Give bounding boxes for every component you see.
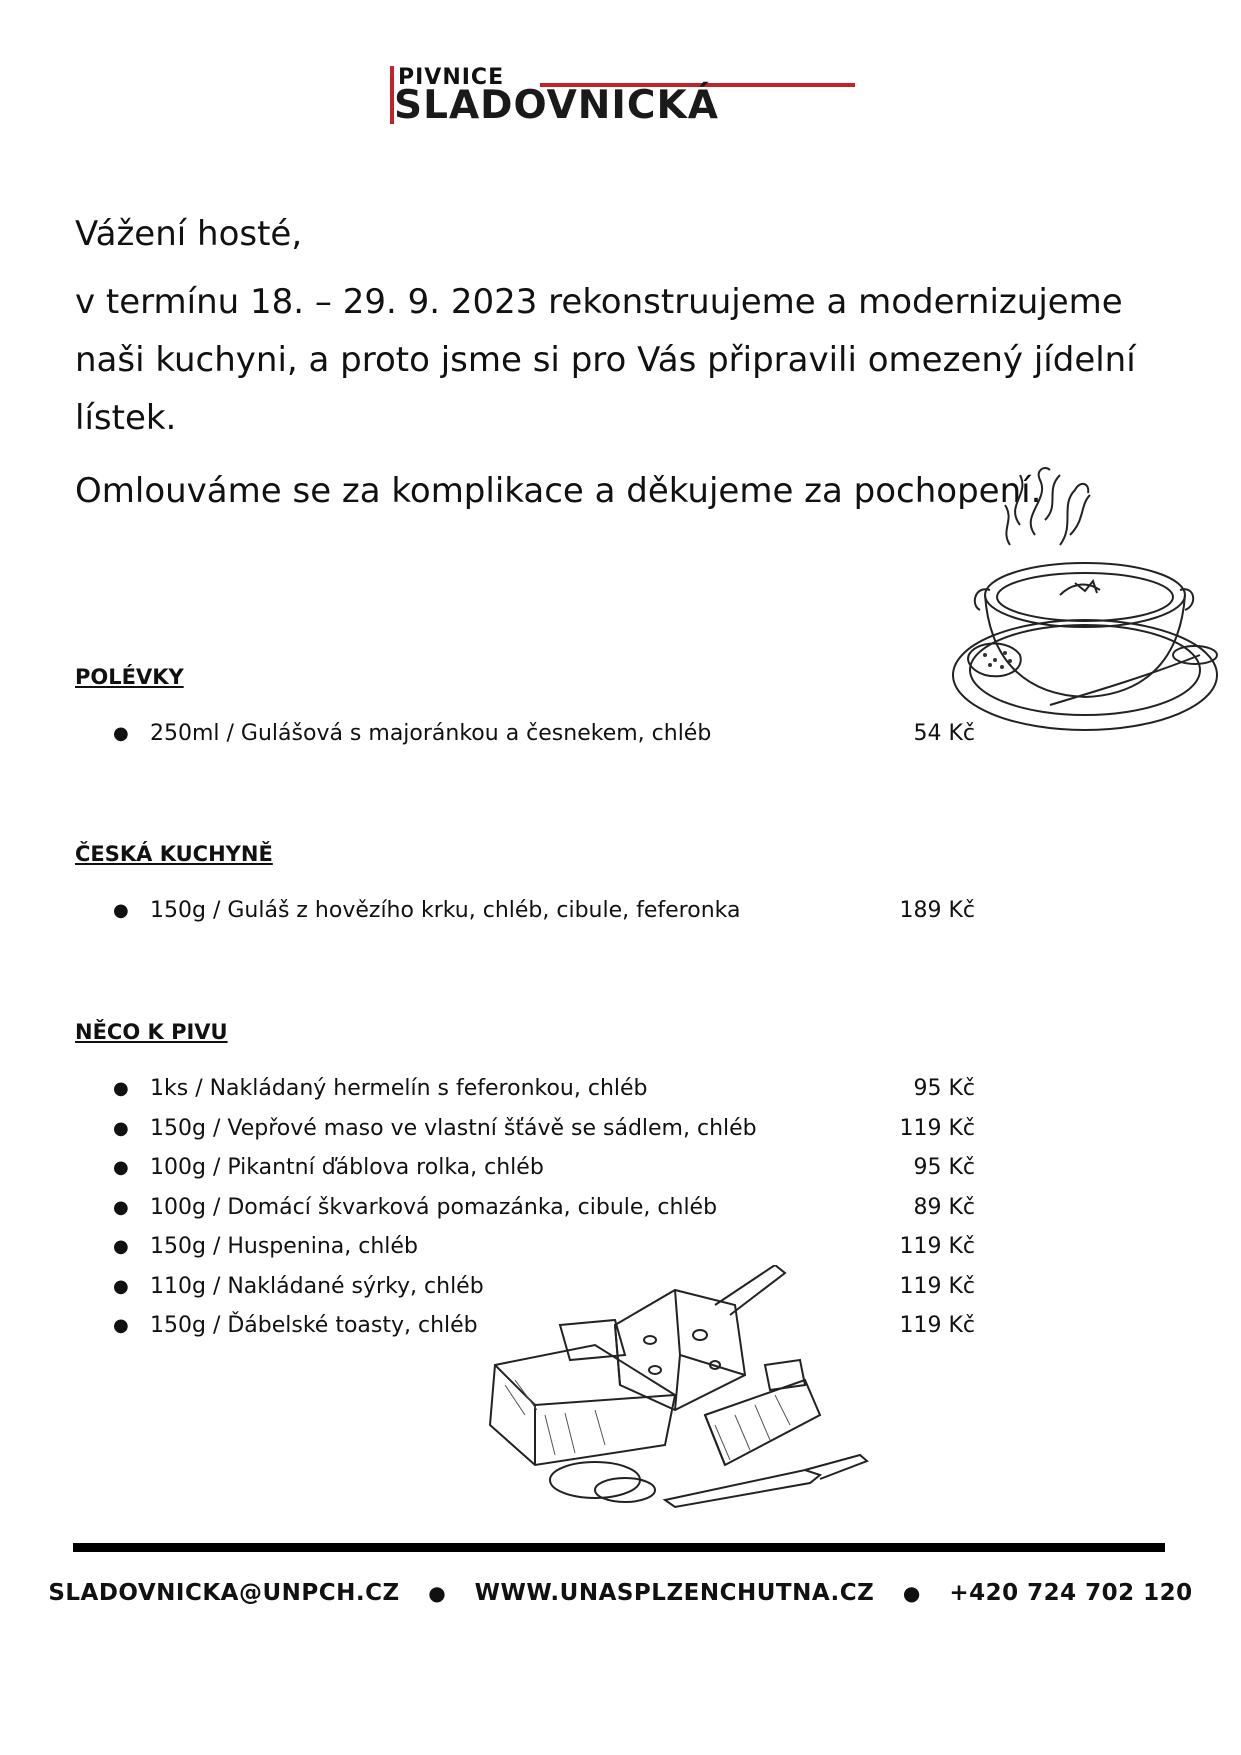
bullet-icon: ● <box>113 1117 129 1139</box>
item-name: 150g / Huspenina, chléb <box>150 1234 418 1259</box>
bullet-icon: ● <box>113 1275 129 1297</box>
item-name: 150g / Vepřové maso ve vlastní šťávě se sádlem, chléb <box>150 1115 757 1141</box>
menu-item <box>75 1109 975 1149</box>
footer-contacts <box>0 1580 1241 1606</box>
bullet-icon: ● <box>113 1315 129 1336</box>
item-name: 100g / Pikantní ďáblova rolka, chléb <box>150 1155 544 1180</box>
intro-paragraph-2: Omlouváme se za komplikace a děkujeme za pochopení. <box>75 471 1042 511</box>
separator-dot: ● <box>428 1581 447 1605</box>
greeting: Vážení hosté, <box>75 214 303 254</box>
item-price: 89 Kč <box>913 1194 975 1220</box>
item-name: 1ks / Nakládaný hermelín s feferonkou, chléb <box>150 1076 648 1101</box>
footer-email[interactable]: SLADOVNICKA@UNPCH.CZ <box>48 1580 400 1606</box>
bullet-icon: ● <box>113 900 129 921</box>
item-price: 119 Kč <box>899 1115 975 1141</box>
section-polevky <box>75 664 975 754</box>
item-name: 100g / Domácí škvarková pomazánka, cibule, chléb <box>150 1194 718 1220</box>
menu-item <box>75 1148 975 1188</box>
item-name: 110g / Nakládané sýrky, chléb <box>150 1273 484 1299</box>
item-price: 95 Kč <box>913 1155 975 1180</box>
footer-website[interactable]: WWW.UNASPLZENCHUTNA.CZ <box>474 1580 875 1606</box>
section-title: NĚCO K PIVU <box>75 1020 228 1044</box>
items-list <box>75 714 975 754</box>
bullet-icon: ● <box>113 1078 129 1099</box>
cheese-board-illustration <box>475 1265 875 1525</box>
menu-item <box>75 1227 975 1267</box>
soup-bowl-illustration <box>950 465 1220 755</box>
bullet-icon: ● <box>113 1196 129 1218</box>
item-price: 95 Kč <box>913 1076 975 1101</box>
menu-item <box>75 891 975 931</box>
footer-phone[interactable]: +420 724 702 120 <box>949 1580 1193 1606</box>
menu-item <box>75 714 975 754</box>
menu-item <box>75 1188 975 1228</box>
bullet-icon: ● <box>113 723 129 744</box>
separator-dot: ● <box>902 1581 921 1605</box>
items-list <box>75 891 975 931</box>
item-name: 150g / Ďábelské toasty, chléb <box>150 1313 478 1338</box>
intro-paragraph-1: v termínu 18. – 29. 9. 2023 rekonstruujeme a modernizujeme naši kuchyni, a proto jsme si pro Vás připravili omezený jídelní lístek. <box>75 282 1136 438</box>
logo-main-word: SLADOVNICKÁ <box>394 83 719 128</box>
item-name: 250ml / Gulášová s majoránkou a česnekem, chléb <box>150 721 712 746</box>
logo-top-word: PIVNICE <box>398 65 505 90</box>
item-price: 119 Kč <box>899 1313 975 1338</box>
item-price: 54 Kč <box>913 721 975 746</box>
section-ceska-kuchyne <box>75 841 975 931</box>
footer-divider <box>73 1543 1165 1552</box>
bullet-icon: ● <box>113 1236 129 1257</box>
item-price: 189 Kč <box>899 898 975 923</box>
item-name: 150g / Guláš z hovězího krku, chléb, cibule, feferonka <box>150 898 741 923</box>
section-title: ČESKÁ KUCHYNĚ <box>75 842 273 866</box>
restaurant-logo <box>390 66 860 126</box>
section-title: POLÉVKY <box>75 665 184 689</box>
bullet-icon: ● <box>113 1157 129 1178</box>
item-price: 119 Kč <box>899 1234 975 1259</box>
item-price: 119 Kč <box>899 1273 975 1299</box>
menu-item <box>75 1069 975 1109</box>
